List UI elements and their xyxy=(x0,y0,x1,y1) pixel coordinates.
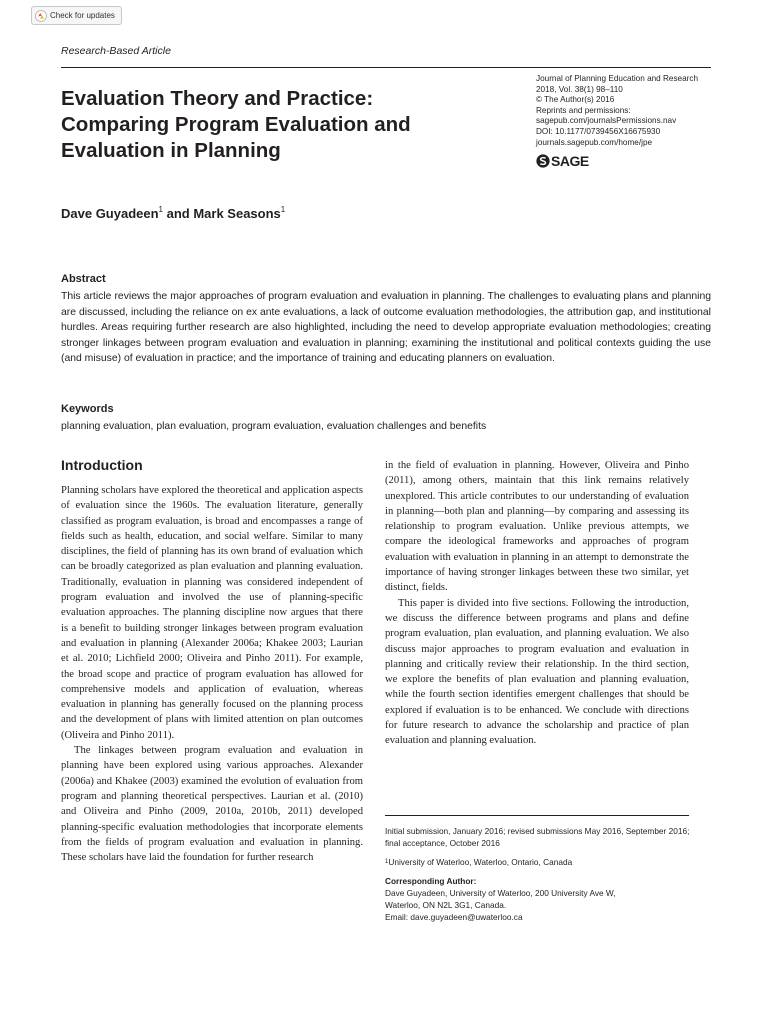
affiliation-marker: 1 xyxy=(280,205,286,214)
paragraph: Planning scholars have explored the theoretical and application aspects of evaluation since the 1960s. The evaluation literature, generally classified as program evaluation, is broad and encompasses a range of fields such as health, education, and social welfare. Similar to many disciplines, the field of planning has its own brand of evaluation which can be broadly categorized as plan evaluation and planning evaluation. Traditionally, evaluation in planning was considered independent of program evaluation and involved the use of planning-specific evaluation approaches. The planning discipline now argues that there is a benefit to building stronger linkages between program evaluation and evaluation in planning (Alexander 2006a; Khakee 2003; Laurian et al. 2010; Lichfield 2000; Oliveira and Pinho 2011). For example, the broad scope and practice of program evaluation has allowed for comprehensive models and application of evaluation, whereas evaluation in planning has generally focused on the planning process and the development of plans with limited attention on plan outcomes (Oliveira and Pinho 2011). xyxy=(61,485,363,741)
reprints-label: Reprints and permissions: xyxy=(536,105,631,115)
journal-home-link[interactable]: journals.sagepub.com/home/jpe xyxy=(536,137,653,147)
affiliation-text: University of Waterloo, Waterloo, Ontario, Canada xyxy=(388,857,573,867)
doi-link[interactable]: DOI: 10.1177/0739456X16675930 xyxy=(536,126,661,136)
author-connector: and xyxy=(163,206,194,221)
keywords-text: planning evaluation, plan evaluation, program evaluation, evaluation challenges and benefits xyxy=(61,421,487,432)
publisher-logo xyxy=(536,153,589,169)
author-name: Dave Guyadeen xyxy=(61,206,159,221)
keywords-heading: Keywords xyxy=(61,403,114,415)
journal-name: Journal of Planning Education and Research xyxy=(536,74,699,83)
journal-info xyxy=(536,74,736,148)
affiliation-marker: 1 xyxy=(158,205,163,214)
authors xyxy=(61,206,285,221)
corresponding-heading: Corresponding Author: xyxy=(385,876,477,886)
article-title: Evaluation Theory and Practice: Comparing Program Evaluation and Evaluation in Planning xyxy=(61,87,411,162)
section-heading: Introduction xyxy=(61,457,143,473)
copyright: © The Author(s) 2016 xyxy=(536,95,615,105)
update-badge-icon xyxy=(35,10,47,22)
body-column-left xyxy=(61,483,363,865)
author-name: Mark Seasons xyxy=(193,206,281,221)
abstract-heading: Abstract xyxy=(61,273,106,285)
footnotes xyxy=(385,825,691,923)
affiliation-marker: 1 xyxy=(385,859,389,865)
journal-volume: 2018, Vol. 38(1) 98–110 xyxy=(536,84,623,94)
corresponding-email[interactable]: Email: dave.guyadeen@uwaterloo.ca xyxy=(385,912,523,922)
header-rule xyxy=(61,67,711,68)
check-for-updates-button[interactable] xyxy=(31,6,122,25)
publisher-name: SAGE xyxy=(551,153,589,169)
sage-logo-icon xyxy=(536,154,550,168)
submission-dates: Initial submission, January 2016; revised submissions May 2016, September 2016; final acceptance, October 2016 xyxy=(385,826,690,848)
body-column-right xyxy=(385,458,689,749)
footnote-rule xyxy=(385,815,689,816)
permissions-link[interactable]: sagepub.com/journalsPermissions.nav xyxy=(536,116,677,126)
paragraph: This paper is divided into five sections. Following the introduction, we discuss the difference between programs and plans and define program evaluation, plan evaluation, and planning evaluation. We also discuss major approaches to program evaluation and evaluation in planning and critically review their relationship. In the third section, we explore the benefits of plan evaluation and planning evaluation, while the fourth section identifies emergent challenges that should be explored if evaluation is to be enhanced. We conclude with directions for future research to advance the scholarship and practice of plan evaluation and planning evaluation. xyxy=(385,597,689,747)
article-type: Research-Based Article xyxy=(61,45,171,57)
check-for-updates-label: Check for updates xyxy=(50,11,115,20)
corresponding-address: Dave Guyadeen, University of Waterloo, 200 University Ave W, xyxy=(385,888,616,898)
affiliation xyxy=(385,856,691,868)
paragraph: in the field of evaluation in planning. However, Oliveira and Pinho (2011), among others, maintain that this link remains relatively unexplored. This article contributes to our understanding of evaluation in planning—both plan and planning—by comparing and assessing its relationship to program evaluation. Unlike previous attempts, we compare the ideological frameworks and approaches of program evaluation with evaluation in planning in an attempt to demonstrate the importance of having stronger linkages between these two similar, yet distinct, fields. xyxy=(385,460,689,594)
paragraph: The linkages between program evaluation and evaluation in planning have been explored using various approaches. Alexander (2006a) and Khakee (2003) examined the evolution of evaluation from program and planning theoretical perspectives. Laurian et al. (2010) and Oliveira and Pinho (2009, 2010a, 2010b, 2011) developed planning-specific evaluation methodologies that incorporate elements from the fields of program evaluation and evaluation in planning. These scholars have laid the foundation for further research xyxy=(61,745,363,864)
corresponding-address: Waterloo, ON N2L 3G1, Canada. xyxy=(385,900,507,910)
abstract-text: This article reviews the major approaches of program evaluation and evaluation in planning. The challenges to evaluating plans and planning are discussed, including the reliance on ex ante evaluations, a lack of outcome evaluation methodologies, the attribution gap, and institutional hurdles. Areas requiring further research are also highlighted, including the need to develop appropriate evaluation methodologies; creating stronger linkages between program evaluation and evaluation in planning; examining the institutional and political contexts guiding the use (and misuse) of evaluation in practice; and the importance of training and educating planners on evaluation. xyxy=(61,291,711,365)
